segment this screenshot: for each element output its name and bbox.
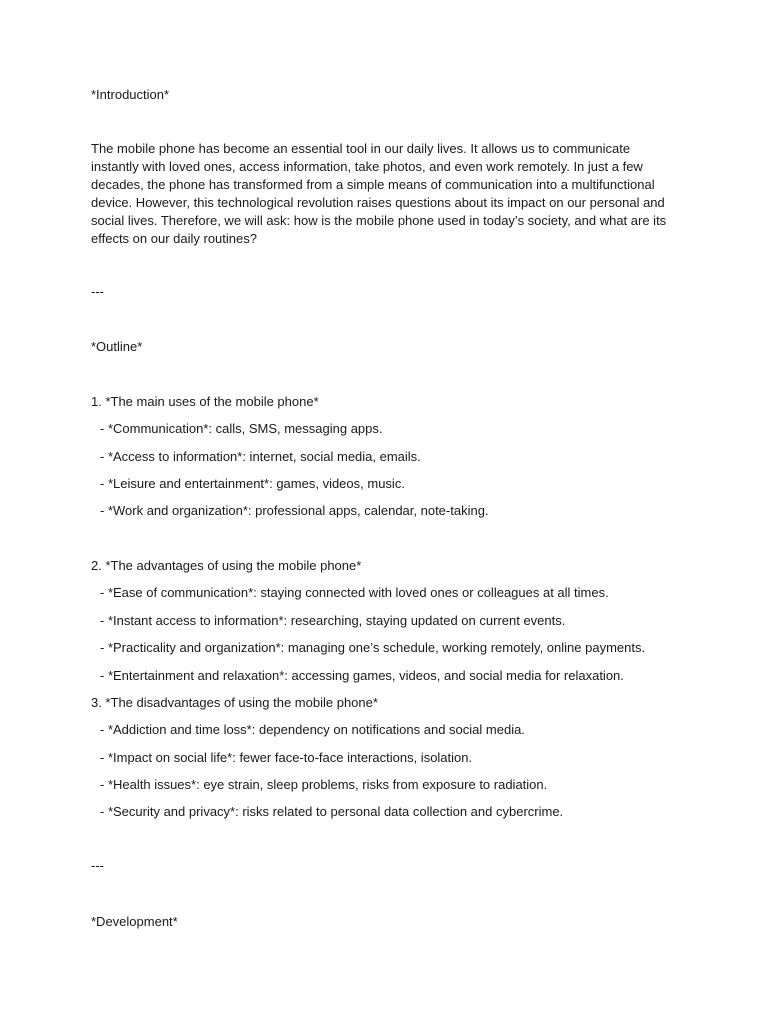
introduction-line: decades, the phone has transformed from a simple means of communication into a multifunctional (91, 177, 655, 192)
outline-heading: *Outline* (91, 339, 143, 354)
introduction-line: The mobile phone has become an essential tool in our daily lives. It allows us to communicate (91, 141, 631, 156)
outline-list-item: - *Communication*: calls, SMS, messaging apps. (100, 421, 383, 436)
outline-list-item: - *Ease of communication*: staying connected with loved ones or colleagues at all times. (100, 585, 609, 600)
separator: --- (91, 858, 104, 873)
introduction-line: effects on our daily routines? (91, 231, 257, 246)
introduction-line: instantly with loved ones, access information, take photos, and even work remotely. In just a few (91, 159, 643, 174)
outline-list-item: - *Leisure and entertainment*: games, videos, music. (100, 476, 405, 491)
outline-list-item: - *Work and organization*: professional apps, calendar, note-taking. (100, 503, 489, 518)
separator: --- (91, 284, 104, 299)
development-heading: *Development* (91, 914, 178, 929)
introduction-line: social lives. Therefore, we will ask: how is the mobile phone used in today’s society, and what are its (91, 213, 667, 228)
outline-section-title: 3. *The disadvantages of using the mobile phone* (91, 695, 378, 710)
introduction-paragraph (91, 140, 681, 248)
outline-list-item: - *Health issues*: eye strain, sleep problems, risks from exposure to radiation. (100, 777, 548, 792)
outline-list-item: - *Access to information*: internet, social media, emails. (100, 449, 421, 464)
introduction-line: device. However, this technological revolution raises questions about its impact on our personal and (91, 195, 665, 210)
outline-section-title: 2. *The advantages of using the mobile phone* (91, 558, 362, 573)
outline-section-title: 1. *The main uses of the mobile phone* (91, 394, 319, 409)
introduction-heading: *Introduction* (91, 87, 170, 102)
outline-list-item: - *Entertainment and relaxation*: accessing games, videos, and social media for relaxation. (100, 668, 624, 683)
outline-list-item: - *Impact on social life*: fewer face-to-face interactions, isolation. (100, 750, 473, 765)
outline-list-item: - *Security and privacy*: risks related to personal data collection and cybercrime. (100, 804, 564, 819)
outline-list-item: - *Practicality and organization*: managing one’s schedule, working remotely, online payments. (100, 640, 646, 655)
outline-list-item: - *Addiction and time loss*: dependency on notifications and social media. (100, 722, 525, 737)
outline-list-item: - *Instant access to information*: researching, staying updated on current events. (100, 613, 566, 628)
